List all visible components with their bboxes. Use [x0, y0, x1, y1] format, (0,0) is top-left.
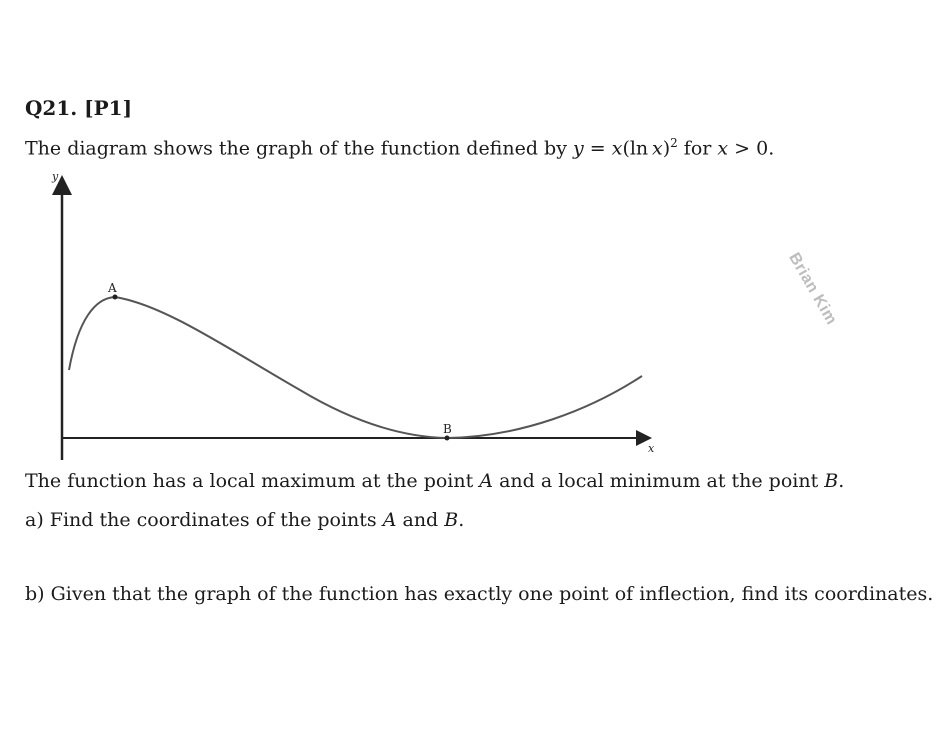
- var-x: x: [611, 137, 623, 160]
- paren-open: (: [622, 137, 630, 160]
- function-curve: [69, 297, 642, 438]
- condition-text: > 0.: [728, 137, 775, 160]
- statement-point-a: A: [479, 470, 494, 492]
- part-a-point-a: A: [382, 509, 397, 531]
- statement-text-2: and a local minimum at the point: [493, 470, 825, 492]
- exponent: 2: [670, 136, 678, 150]
- point-b-label: B: [443, 422, 452, 436]
- x-axis-label: x: [648, 442, 655, 455]
- statement-line: [25, 470, 844, 492]
- statement-text-3: .: [838, 470, 845, 492]
- equals-sign: =: [583, 137, 612, 160]
- part-a: [25, 509, 464, 531]
- point-a-marker: [113, 295, 118, 300]
- part-a-text-2: and: [396, 509, 445, 531]
- for-text: for: [677, 137, 718, 160]
- ln-text: ln: [629, 137, 649, 160]
- var-x-2: x: [651, 137, 663, 160]
- part-a-text-1: a) Find the coordinates of the points: [25, 509, 383, 531]
- part-b: b) Given that the graph of the function has exactly one point of inflection, find its coordinates.: [25, 583, 934, 605]
- paren-close: ): [662, 137, 671, 160]
- var-y: y: [572, 137, 584, 160]
- statement-point-b: B: [824, 470, 839, 492]
- statement-text-1: The function has a local maximum at the point: [25, 470, 480, 492]
- y-axis-label: y: [52, 170, 59, 183]
- part-a-text-3: .: [458, 509, 465, 531]
- question-number: Q21. [P1]: [25, 96, 133, 120]
- intro-text: The diagram shows the graph of the function defined by: [25, 137, 567, 160]
- watermark: Brian Kim: [785, 250, 841, 328]
- point-a-label: A: [108, 281, 117, 295]
- var-x-3: x: [717, 137, 729, 160]
- point-b-marker: [445, 436, 450, 441]
- part-a-point-b: B: [444, 509, 459, 531]
